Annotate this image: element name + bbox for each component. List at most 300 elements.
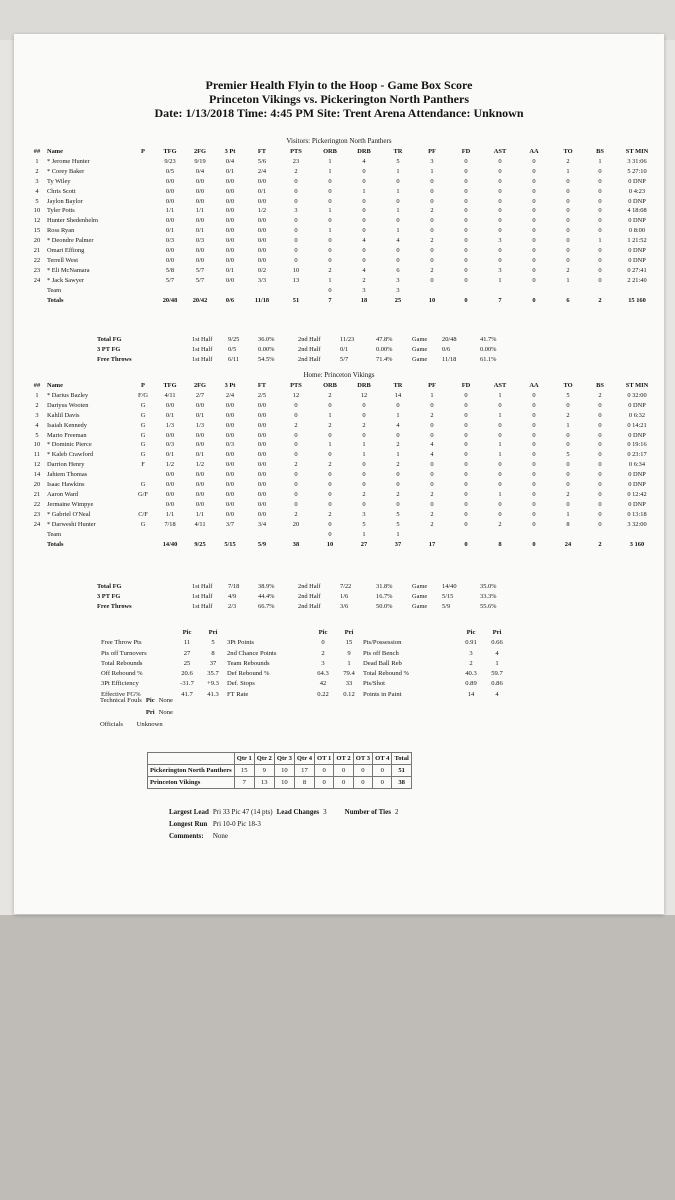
stat-cell: 2	[328, 421, 332, 429]
stat-value: 0.89	[465, 680, 477, 688]
totals-cell: 10	[326, 540, 334, 548]
stat-cell: 0	[430, 276, 434, 284]
stat-cell: 0	[598, 471, 602, 479]
stat-cell: 12	[33, 461, 41, 469]
stat-cell: 0	[328, 187, 332, 195]
stat-value: 20.6	[181, 670, 193, 678]
stat-value: 64.3	[317, 670, 329, 678]
stat-cell: 0	[598, 520, 602, 528]
quarter-score-row	[148, 765, 412, 777]
stat-label: 2nd Chance Points	[227, 649, 277, 657]
stat-cell: 1	[498, 411, 502, 419]
split-cell: 1/6	[340, 593, 349, 600]
stat-cell: 0	[498, 471, 502, 479]
stat-cell	[551, 530, 585, 540]
stat-cell	[615, 530, 659, 540]
column-header: ##	[33, 382, 41, 389]
stat-cell: 0	[566, 471, 570, 479]
stat-cell: 2	[362, 421, 366, 429]
player-name: Jaylon Baylor	[47, 197, 83, 205]
stat-cell: 0	[498, 461, 502, 469]
split-cell: 0/1	[340, 346, 349, 353]
stat-cell: 1/1	[165, 510, 175, 518]
stat-label: Off Rebound %	[101, 670, 143, 678]
stat-cell: 0/0	[257, 441, 267, 449]
totals-row	[28, 296, 659, 306]
split-row	[96, 592, 519, 602]
stat-cell: 2/4	[257, 167, 267, 175]
home-shooting-splits	[96, 582, 519, 612]
stat-cell: 0	[464, 276, 468, 284]
pic-header: Pic	[466, 629, 476, 636]
stat-cell: 0	[464, 441, 468, 449]
stat-cell: 0	[532, 177, 536, 185]
home-box-table	[28, 381, 659, 549]
largest-lead-label: Largest Lead	[169, 808, 209, 816]
quarter-header: OT 2	[334, 753, 353, 765]
player-name: Tyler Potts	[47, 207, 75, 215]
stat-cell: 0/0	[225, 411, 235, 419]
player-row	[28, 431, 659, 441]
split-cell: 66.7%	[258, 603, 275, 610]
player-name: Terrell West	[47, 256, 79, 264]
stat-cell: 0	[464, 217, 468, 225]
stat-cell: 0	[328, 197, 332, 205]
split-cell: Game	[412, 336, 428, 343]
split-cell: 31.8%	[376, 583, 393, 590]
stat-cell: 0	[294, 177, 298, 185]
column-header: TFG	[163, 148, 177, 155]
stat-cell: 0	[294, 197, 298, 205]
player-row	[28, 440, 659, 450]
stat-cell: 1	[598, 157, 602, 165]
stat-value: 2	[469, 659, 473, 667]
team-stats-header	[100, 628, 510, 638]
document-title: Premier Health Flyin to the Hoop - Game Box Score	[205, 78, 473, 92]
stat-value: 0.86	[491, 680, 503, 688]
stat-cell: 0/0	[195, 431, 205, 439]
stat-cell: 1	[362, 451, 366, 459]
visitors-shooting-splits	[96, 335, 519, 365]
lead-changes-value: 3	[323, 808, 327, 816]
player-name: Aaron Ward	[47, 490, 79, 498]
stat-cell: 0/1	[195, 227, 205, 235]
stat-cell: 0/0	[257, 431, 267, 439]
stat-cell: 5	[566, 451, 570, 459]
stat-cell: 0/0	[257, 510, 267, 518]
stat-cell: 0 8:00	[628, 227, 646, 235]
stat-cell: 0	[464, 421, 468, 429]
stat-cell: 0	[430, 217, 434, 225]
stat-cell: 0	[362, 431, 366, 439]
stat-cell: 0	[294, 187, 298, 195]
stat-cell: 12	[360, 391, 368, 399]
stat-cell: 5/6	[257, 157, 267, 165]
player-row	[28, 450, 659, 460]
split-cell: 2nd Half	[298, 593, 321, 600]
stat-cell: 4	[362, 266, 366, 274]
stat-cell: 4/11	[194, 520, 206, 528]
stat-cell: G	[140, 520, 146, 528]
stat-cell: 0 4:23	[628, 187, 646, 195]
stat-cell: 0	[598, 187, 602, 195]
stat-cell: 20	[33, 237, 41, 245]
stat-cell: 0/0	[257, 461, 267, 469]
comments-value: None	[212, 832, 229, 840]
column-header: ST MIN	[625, 148, 649, 155]
stat-cell: G	[140, 421, 146, 429]
stat-cell: 0	[396, 256, 400, 264]
stat-cell: 14	[394, 391, 402, 399]
split-cell: 5/9	[442, 603, 451, 610]
stat-cell: 0	[498, 247, 502, 255]
quarter-header: Qtr 2	[254, 753, 274, 765]
stat-cell: 0/0	[195, 187, 205, 195]
player-row	[28, 470, 659, 480]
stat-cell: 0/0	[195, 500, 205, 508]
player-row	[28, 286, 659, 296]
quarter-score: 0	[373, 765, 392, 777]
split-cell: 20/48	[442, 336, 457, 343]
stat-label: Effective FG%	[101, 690, 141, 698]
stat-cell: 0	[294, 411, 298, 419]
stat-cell: 3	[396, 286, 400, 294]
stat-cell: 12	[292, 391, 300, 399]
visitors-label: Visitors: Pickerington North Panthers	[286, 137, 392, 145]
stat-cell: 0	[498, 227, 502, 235]
stat-cell: 0	[328, 237, 332, 245]
player-name: * Darweshi Hunter	[47, 520, 96, 528]
stat-cell: 0	[430, 256, 434, 264]
quarter-header: OT 1	[315, 753, 334, 765]
header-row	[28, 381, 659, 391]
stat-cell	[131, 256, 155, 266]
stat-cell: 22	[33, 500, 41, 508]
totals-cell: 20/42	[192, 296, 208, 304]
stat-cell: 0	[464, 237, 468, 245]
stat-cell: 8	[566, 520, 570, 528]
stat-cell: 0	[396, 177, 400, 185]
split-cell: 2/3	[228, 603, 237, 610]
stat-cell: 0	[464, 461, 468, 469]
stat-cell: 0/0	[165, 490, 175, 498]
blank-cell	[100, 628, 174, 638]
technical-pic-value: None	[158, 697, 173, 704]
quarter-score: 17	[294, 765, 314, 777]
column-header: ##	[33, 148, 41, 155]
stat-cell: 3	[396, 276, 400, 284]
stat-cell: 0/0	[195, 217, 205, 225]
stat-cell: 5/8	[165, 266, 175, 274]
stat-cell: 0	[598, 401, 602, 409]
stat-cell: 0/4	[225, 157, 235, 165]
stat-cell: 0/0	[195, 490, 205, 498]
stat-cell	[483, 286, 517, 296]
split-cell: 54.5%	[258, 356, 275, 363]
stat-cell: 0/0	[257, 481, 267, 489]
stat-value: 37	[209, 659, 217, 667]
stat-cell: 1/1	[195, 510, 205, 518]
stat-cell: 0	[430, 247, 434, 255]
stat-cell: 0/3	[165, 237, 175, 245]
stat-cell: 2	[430, 520, 434, 528]
stat-cell: 5	[35, 197, 39, 205]
quarter-scores-table	[147, 752, 412, 789]
team-stat-row	[100, 659, 510, 669]
quarter-header-row	[148, 753, 412, 765]
totals-cell: 2	[598, 540, 602, 548]
stat-cell	[449, 286, 483, 296]
stat-label: Dead Ball Reb	[363, 659, 402, 667]
stat-cell: 0	[598, 197, 602, 205]
stat-cell: 1/2	[195, 461, 205, 469]
stat-cell: 0	[598, 510, 602, 518]
stat-cell: 1	[498, 451, 502, 459]
split-cell: 71.4%	[376, 356, 393, 363]
column-header: P	[141, 148, 145, 155]
stat-cell: 0 6:34	[628, 461, 646, 469]
stat-cell: 12	[33, 217, 41, 225]
stat-cell: 0/1	[225, 167, 235, 175]
stat-cell	[131, 177, 155, 187]
stat-cell: 0/0	[195, 401, 205, 409]
stat-cell: 0	[464, 247, 468, 255]
longest-run-label: Longest Run	[169, 820, 208, 828]
stat-cell: 0	[430, 481, 434, 489]
stat-cell: 2	[396, 441, 400, 449]
stat-cell: 1/1	[165, 207, 175, 215]
stat-cell	[131, 206, 155, 216]
stat-cell: 0	[430, 471, 434, 479]
player-name: * Gabriel O'Neal	[47, 510, 91, 518]
stat-cell: 0/0	[257, 256, 267, 264]
stat-cell: 0	[566, 247, 570, 255]
totals-cell: 0	[532, 540, 536, 548]
stat-cell: 2	[430, 490, 434, 498]
stat-cell: 0 27:41	[627, 266, 647, 274]
stat-cell: 2	[294, 421, 298, 429]
split-cell: 2nd Half	[298, 346, 321, 353]
stat-cell	[279, 530, 313, 540]
stat-cell: 5	[396, 157, 400, 165]
stat-cell: 0	[532, 471, 536, 479]
team-name: Princeton Vikings	[148, 777, 235, 789]
split-cell: 2nd Half	[298, 336, 321, 343]
stat-cell: 0/0	[257, 197, 267, 205]
column-header: DRB	[357, 148, 371, 155]
stat-cell: 0	[598, 421, 602, 429]
stat-cell: 3	[362, 286, 366, 294]
stat-cell: 0	[464, 490, 468, 498]
split-cell: 33.3%	[480, 593, 497, 600]
stat-cell: 2	[566, 157, 570, 165]
stat-cell: 0/3	[225, 441, 235, 449]
player-row	[28, 226, 659, 236]
stat-cell: 0	[532, 461, 536, 469]
stat-cell: 0	[362, 481, 366, 489]
player-row	[28, 460, 659, 470]
stat-value: 0.22	[317, 690, 329, 698]
stat-cell: 14	[33, 471, 41, 479]
column-header: TR	[393, 148, 403, 155]
stat-cell	[131, 197, 155, 207]
stat-cell: 0	[532, 157, 536, 165]
stat-value: 14	[467, 690, 475, 698]
stat-cell: 4	[430, 451, 434, 459]
column-header: 3 Pt	[224, 148, 236, 155]
stat-cell: 0	[598, 256, 602, 264]
stat-cell: 1	[328, 157, 332, 165]
stat-cell: 0	[532, 276, 536, 284]
stat-label: Free Throw Pts	[101, 639, 142, 647]
stat-cell: 0	[430, 177, 434, 185]
stat-value: 27	[183, 649, 191, 657]
stat-cell: 0/0	[225, 207, 235, 215]
stat-cell: 0	[294, 217, 298, 225]
stat-cell: 0	[598, 481, 602, 489]
technical-pri-value: None	[158, 709, 173, 716]
stat-cell: 1	[566, 276, 570, 284]
column-header: PF	[428, 148, 436, 155]
stat-value: 8	[211, 649, 215, 657]
player-name: Isaiah Kennedy	[47, 421, 87, 429]
stat-cell: 0	[328, 431, 332, 439]
stat-cell: 0	[396, 500, 400, 508]
stat-cell: 0	[328, 401, 332, 409]
stat-cell: 0	[498, 177, 502, 185]
quarter-header: Qtr 4	[294, 753, 314, 765]
stat-cell: 0	[498, 207, 502, 215]
stat-cell: 0	[430, 431, 434, 439]
split-cell: 1st Half	[192, 346, 213, 353]
stat-cell: 9/23	[164, 157, 176, 165]
stat-cell	[131, 530, 155, 540]
stat-cell: 5	[362, 520, 366, 528]
stat-cell: 0/0	[225, 431, 235, 439]
stat-cell: 0	[498, 481, 502, 489]
split-cell: 1st Half	[192, 336, 213, 343]
column-header: TR	[393, 382, 403, 389]
stat-cell: 0	[498, 197, 502, 205]
stat-cell: 0	[598, 167, 602, 175]
stat-cell: 2	[362, 276, 366, 284]
box-score-sheet	[14, 34, 664, 914]
stat-cell: G	[140, 411, 146, 419]
stat-cell: 1	[566, 510, 570, 518]
stat-cell: 0	[566, 431, 570, 439]
team-stat-row	[100, 679, 510, 689]
stat-cell: 0/0	[225, 217, 235, 225]
stat-cell: 1/3	[195, 421, 205, 429]
stat-cell	[615, 286, 659, 296]
stat-cell: 0	[328, 217, 332, 225]
stat-label: Pts off Turnovers	[101, 649, 147, 657]
totals-cell: 14/40	[162, 540, 178, 548]
stat-cell: 1	[430, 391, 434, 399]
stat-cell: 0/0	[225, 451, 235, 459]
stat-cell: 0	[566, 217, 570, 225]
player-row	[28, 256, 659, 266]
stat-cell: 0	[430, 401, 434, 409]
stat-cell: 0	[362, 256, 366, 264]
stat-cell: 0/1	[225, 266, 235, 274]
split-cell: 61.1%	[480, 356, 497, 363]
stat-cell: 2	[362, 490, 366, 498]
stat-cell: 0/0	[225, 401, 235, 409]
stat-cell: 0/3	[195, 237, 205, 245]
stat-cell: 0 19:16	[627, 441, 647, 449]
stat-cell: 1	[566, 421, 570, 429]
stat-cell: 0	[566, 441, 570, 449]
split-cell: 38.9%	[258, 583, 275, 590]
player-name: * Dominic Pierce	[47, 441, 92, 449]
stat-cell: 2	[430, 207, 434, 215]
column-header: AST	[493, 382, 507, 389]
totals-cell: 37	[394, 540, 402, 548]
column-header: FD	[461, 382, 471, 389]
stat-cell: 0/0	[225, 461, 235, 469]
stat-cell: 1	[498, 391, 502, 399]
totals-cell	[131, 540, 155, 550]
column-header: BS	[596, 382, 604, 389]
quarter-score: 0	[315, 777, 334, 789]
split-cell: 36.0%	[258, 336, 275, 343]
stat-cell: 0/1	[195, 451, 205, 459]
stat-cell: F	[141, 461, 145, 469]
stat-cell: 0	[464, 500, 468, 508]
totals-cell	[28, 296, 46, 306]
split-row	[96, 355, 519, 365]
stat-cell: 0/0	[165, 177, 175, 185]
stat-cell: G/F	[138, 490, 148, 498]
stat-cell: G	[140, 481, 146, 489]
stat-label: FT Rate	[227, 690, 249, 698]
stat-label: Points in Paint	[363, 690, 402, 698]
stat-cell: 1	[396, 227, 400, 235]
player-name: * Eli McNamara	[47, 266, 90, 274]
stat-cell: 0	[328, 256, 332, 264]
stat-cell: 0	[294, 431, 298, 439]
stat-value: -31.7	[180, 680, 194, 688]
split-label: 3 PT FG	[97, 593, 121, 600]
split-cell: Game	[412, 346, 428, 353]
player-row	[28, 266, 659, 276]
stat-cell: 0	[362, 401, 366, 409]
split-cell: 11/23	[340, 336, 355, 343]
stat-cell: 2	[430, 266, 434, 274]
stat-cell: 2	[396, 461, 400, 469]
stat-cell: 1	[396, 207, 400, 215]
totals-cell: 0	[532, 296, 536, 304]
stat-label: Pts off Bench	[363, 649, 399, 657]
stat-cell: 0/0	[225, 490, 235, 498]
ties-label: Number of Ties	[344, 808, 391, 816]
split-cell: 1st Half	[192, 593, 213, 600]
quarter-header: Qtr 3	[274, 753, 294, 765]
quarter-score-row	[148, 777, 412, 789]
stat-cell: 0	[566, 197, 570, 205]
player-name: * Corey Baker	[47, 167, 85, 175]
stat-cell: 0/0	[257, 421, 267, 429]
stat-label: Def Rebound %	[227, 670, 270, 678]
stat-cell: 4	[35, 421, 39, 429]
stat-cell: 0/0	[225, 421, 235, 429]
quarter-header: OT 4	[373, 753, 392, 765]
totals-cell: 20/48	[162, 296, 178, 304]
pri-header: Pri	[208, 629, 218, 636]
stat-cell: 0/0	[195, 481, 205, 489]
stat-cell: 0	[598, 177, 602, 185]
